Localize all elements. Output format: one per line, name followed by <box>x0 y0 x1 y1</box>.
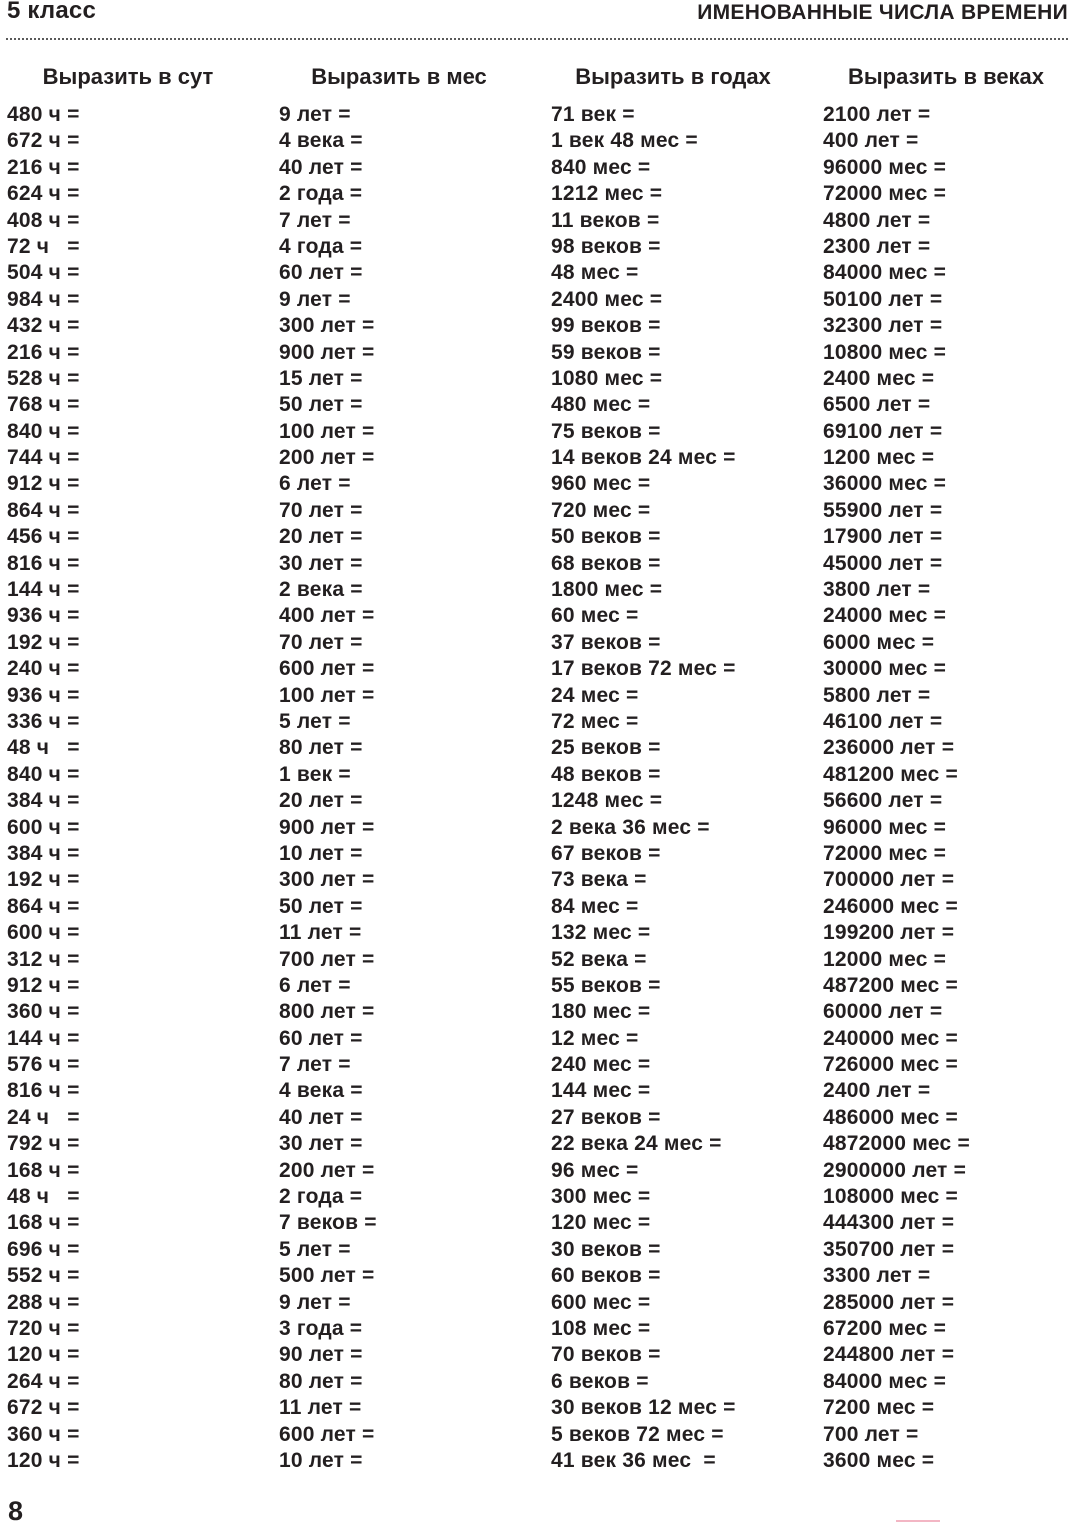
exercise-item: 3 года = <box>279 1316 363 1340</box>
exercise-item: 2100 лет = <box>823 103 931 126</box>
exercise-item: 80 лет = <box>279 736 363 760</box>
exercise-item: 24000 мес = <box>823 604 947 628</box>
page-number: 8 <box>8 1496 24 1526</box>
header-divider <box>6 38 1068 40</box>
exercise-item: 744 ч = <box>7 446 80 470</box>
exercise-item: 444300 лет = <box>823 1211 955 1235</box>
exercise-item: 300 лет = <box>279 868 375 892</box>
exercise-item: 432 ч = <box>7 314 80 338</box>
exercise-item: 6500 лет = <box>823 393 931 417</box>
exercise-list <box>823 102 1071 1474</box>
exercise-item: 68 веков = <box>551 551 661 575</box>
exercise-item: 600 ч = <box>7 815 80 839</box>
exercise-item: 67200 мес = <box>823 1316 947 1340</box>
exercise-item: 2300 лет = <box>823 234 931 258</box>
exercise-item: 984 ч = <box>7 287 80 311</box>
exercise-item: 400 лет = <box>823 129 919 153</box>
exercise-item: 1 век 48 мес = <box>551 129 698 153</box>
exercise-list <box>7 102 279 1474</box>
exercise-item: 936 ч = <box>7 604 80 628</box>
exercise-item: 240000 мес = <box>823 1026 959 1050</box>
exercise-list <box>279 102 551 1474</box>
exercise-item: 10800 мес = <box>823 340 947 364</box>
exercise-item: 726000 мес = <box>823 1053 959 1077</box>
exercise-item: 720 ч = <box>7 1316 80 1340</box>
exercise-item: 300 лет = <box>279 314 375 338</box>
exercise-item: 60 мес = <box>551 604 639 628</box>
exercise-item: 672 ч = <box>7 129 80 153</box>
exercise-item: 98 веков = <box>551 234 661 258</box>
exercise-item: 864 ч = <box>7 498 80 522</box>
exercise-item: 9 лет = <box>279 287 351 311</box>
exercise-item: 60000 лет = <box>823 1000 943 1024</box>
exercise-item: 200 лет = <box>279 1158 375 1182</box>
exercise-item: 216 ч = <box>7 155 80 179</box>
exercise-item: 50 веков = <box>551 525 661 549</box>
exercise-item: 672 ч = <box>7 1396 80 1420</box>
exercise-item: 936 ч = <box>7 683 80 707</box>
exercise-item: 48 веков = <box>551 762 661 786</box>
exercise-item: 5 лет = <box>279 1237 351 1261</box>
exercise-item: 55 веков = <box>551 973 661 997</box>
exercise-item: 25 веков = <box>551 736 661 760</box>
exercise-item: 288 ч = <box>7 1290 80 1314</box>
exercise-item: 236000 лет = <box>823 736 955 760</box>
exercise-item: 84000 мес = <box>823 261 947 285</box>
exercise-item: 1248 мес = <box>551 789 663 813</box>
exercise-item: 3800 лет = <box>823 578 931 602</box>
exercise-item: 900 лет = <box>279 340 375 364</box>
exercise-item: 7 лет = <box>279 1053 351 1077</box>
exercise-item: 48 ч = <box>7 1185 80 1209</box>
exercise-item: 4 века = <box>279 1079 363 1103</box>
exercise-item: 800 лет = <box>279 1000 375 1024</box>
exercise-item: 480 мес = <box>551 393 651 417</box>
exercise-item: 60 лет = <box>279 261 363 285</box>
exercise-item: 15 лет = <box>279 366 363 390</box>
exercise-item: 528 ч = <box>7 366 80 390</box>
exercise-item: 700 лет = <box>279 947 375 971</box>
exercise-item: 80 лет = <box>279 1369 363 1393</box>
column-title: Выразить в веках <box>847 64 1045 89</box>
exercise-item: 9 лет = <box>279 1290 351 1314</box>
exercise-item: 40 лет = <box>279 155 363 179</box>
exercise-item: 1 век = <box>279 762 351 786</box>
exercise-list <box>551 102 823 1474</box>
exercise-item: 10 лет = <box>279 841 363 865</box>
exercise-item: 3600 мес = <box>823 1448 935 1472</box>
exercise-item: 30000 мес = <box>823 657 947 681</box>
exercise-item: 400 лет = <box>279 604 375 628</box>
exercise-item: 9 лет = <box>279 103 351 126</box>
exercise-item: 624 ч = <box>7 182 80 206</box>
exercise-item: 30 лет = <box>279 551 363 575</box>
exercise-item: 168 ч = <box>7 1158 80 1182</box>
exercise-item: 6 веков = <box>551 1369 649 1393</box>
exercise-item: 67 веков = <box>551 841 661 865</box>
exercise-item: 6 лет = <box>279 472 351 496</box>
exercise-item: 700000 лет = <box>823 868 955 892</box>
exercise-item: 5 веков 72 мес = <box>551 1422 724 1446</box>
exercise-item: 487200 мес = <box>823 973 959 997</box>
exercise-item: 600 лет = <box>279 657 375 681</box>
exercise-item: 132 мес = <box>551 921 651 945</box>
exercise-item: 11 веков = <box>551 208 660 232</box>
exercise-item: 96000 мес = <box>823 815 947 839</box>
exercise-item: 168 ч = <box>7 1211 80 1235</box>
exercise-item: 456 ч = <box>7 525 80 549</box>
exercise-item: 552 ч = <box>7 1264 80 1288</box>
exercise-item: 840 мес = <box>551 155 651 179</box>
exercise-item: 46100 лет = <box>823 709 943 733</box>
exercise-item: 216 ч = <box>7 340 80 364</box>
exercise-item: 4 года = <box>279 234 363 258</box>
exercise-item: 30 лет = <box>279 1132 363 1156</box>
exercise-item: 69100 лет = <box>823 419 943 443</box>
exercise-item: 960 мес = <box>551 472 651 496</box>
exercise-item: 180 мес = <box>551 1000 651 1024</box>
exercise-item: 864 ч = <box>7 894 80 918</box>
exercise-item: 2 века 36 мес = <box>551 815 710 839</box>
exercise-item: 100 лет = <box>279 683 375 707</box>
exercise-item: 912 ч = <box>7 472 80 496</box>
exercise-item: 576 ч = <box>7 1053 80 1077</box>
exercise-item: 17900 лет = <box>823 525 943 549</box>
exercise-item: 246000 мес = <box>823 894 959 918</box>
exercise-item: 2 года = <box>279 182 363 206</box>
exercise-item: 27 веков = <box>551 1105 661 1129</box>
exercise-item: 6000 мес = <box>823 630 935 654</box>
exercise-item: 5800 лет = <box>823 683 931 707</box>
exercise-item: 360 ч = <box>7 1422 80 1446</box>
topic-title: ИМЕНОВАННЫЕ ЧИСЛА ВРЕМЕНИ <box>697 1 1068 24</box>
exercise-item: 96 мес = <box>551 1158 639 1182</box>
exercise-item: 816 ч = <box>7 1079 80 1103</box>
exercise-item: 70 лет = <box>279 498 363 522</box>
exercise-item: 336 ч = <box>7 709 80 733</box>
exercise-item: 71 век = <box>551 103 635 126</box>
exercise-item: 5 лет = <box>279 709 351 733</box>
exercise-item: 1800 мес = <box>551 578 663 602</box>
exercise-item: 52 века = <box>551 947 647 971</box>
exercise-item: 36000 мес = <box>823 472 947 496</box>
exercise-item: 6 лет = <box>279 973 351 997</box>
exercise-item: 59 веков = <box>551 340 661 364</box>
exercise-item: 600 лет = <box>279 1422 375 1446</box>
column-months <box>279 62 551 1474</box>
exercise-item: 2400 мес = <box>823 366 935 390</box>
exercise-item: 10 лет = <box>279 1448 363 1472</box>
exercise-item: 50 лет = <box>279 894 363 918</box>
exercise-item: 486000 мес = <box>823 1105 959 1129</box>
exercise-item: 7 лет = <box>279 208 351 232</box>
exercise-item: 840 ч = <box>7 762 80 786</box>
exercise-item: 912 ч = <box>7 973 80 997</box>
exercise-item: 144 ч = <box>7 578 80 602</box>
exercise-item: 90 лет = <box>279 1343 363 1367</box>
exercise-item: 30 веков 12 мес = <box>551 1396 736 1420</box>
exercise-item: 200 лет = <box>279 446 375 470</box>
exercise-item: 30 веков = <box>551 1237 661 1261</box>
exercise-item: 72 ч = <box>7 234 80 258</box>
exercise-item: 20 лет = <box>279 525 363 549</box>
exercise-item: 2 года = <box>279 1185 363 1209</box>
exercise-item: 481200 мес = <box>823 762 959 786</box>
column-title: Выразить в сут <box>42 64 214 89</box>
column-years <box>551 62 823 1474</box>
exercise-item: 12 мес = <box>551 1026 639 1050</box>
exercise-item: 1200 мес = <box>823 446 935 470</box>
exercise-item: 56600 лет = <box>823 789 943 813</box>
exercise-item: 264 ч = <box>7 1369 80 1393</box>
exercise-item: 192 ч = <box>7 630 80 654</box>
exercise-item: 55900 лет = <box>823 498 943 522</box>
column-days <box>7 62 279 1474</box>
exercise-item: 37 веков = <box>551 630 661 654</box>
exercise-item: 720 мес = <box>551 498 651 522</box>
exercise-item: 84000 мес = <box>823 1369 947 1393</box>
exercise-item: 24 ч = <box>7 1105 80 1129</box>
exercise-item: 2 века = <box>279 578 363 602</box>
exercise-item: 72 мес = <box>551 709 639 733</box>
exercise-item: 2400 лет = <box>823 1079 931 1103</box>
exercise-item: 96000 мес = <box>823 155 947 179</box>
exercise-item: 7200 мес = <box>823 1396 935 1420</box>
exercise-item: 500 лет = <box>279 1264 375 1288</box>
exercise-item: 696 ч = <box>7 1237 80 1261</box>
exercise-item: 12000 мес = <box>823 947 947 971</box>
exercise-item: 600 ч = <box>7 921 80 945</box>
exercise-item: 1212 мес = <box>551 182 663 206</box>
exercise-item: 240 ч = <box>7 657 80 681</box>
exercise-item: 192 ч = <box>7 868 80 892</box>
exercise-item: 816 ч = <box>7 551 80 575</box>
exercise-item: 350700 лет = <box>823 1237 955 1261</box>
exercise-item: 504 ч = <box>7 261 80 285</box>
exercise-item: 2400 мес = <box>551 287 663 311</box>
exercise-item: 900 лет = <box>279 815 375 839</box>
grade-label: 5 класс <box>7 0 97 24</box>
exercise-item: 792 ч = <box>7 1132 80 1156</box>
exercise-item: 11 лет = <box>279 1396 362 1420</box>
column-title: Выразить в мес <box>311 64 487 89</box>
exercise-item: 4 века = <box>279 129 363 153</box>
exercise-item: 73 века = <box>551 868 647 892</box>
column-title: Выразить в годах <box>575 64 771 89</box>
exercise-item: 244800 лет = <box>823 1343 955 1367</box>
exercise-item: 4872000 мес = <box>823 1132 970 1156</box>
exercise-item: 120 ч = <box>7 1448 80 1472</box>
exercise-item: 45000 лет = <box>823 551 943 575</box>
exercise-item: 99 веков = <box>551 314 661 338</box>
exercise-item: 108 мес = <box>551 1316 651 1340</box>
exercise-item: 60 веков = <box>551 1264 661 1288</box>
exercise-item: 600 мес = <box>551 1290 651 1314</box>
exercise-item: 240 мес = <box>551 1053 651 1077</box>
exercise-item: 480 ч = <box>7 103 80 126</box>
exercise-item: 285000 лет = <box>823 1290 955 1314</box>
exercise-item: 384 ч = <box>7 789 80 813</box>
exercise-item: 144 мес = <box>551 1079 651 1103</box>
decorative-mark <box>896 1520 940 1522</box>
exercise-item: 199200 лет = <box>823 921 955 945</box>
exercise-item: 3300 лет = <box>823 1264 931 1288</box>
exercise-item: 120 мес = <box>551 1211 651 1235</box>
exercise-item: 40 лет = <box>279 1105 363 1129</box>
exercise-item: 22 века 24 мес = <box>551 1132 722 1156</box>
exercise-item: 108000 мес = <box>823 1185 959 1209</box>
exercise-item: 50 лет = <box>279 393 363 417</box>
exercise-item: 768 ч = <box>7 393 80 417</box>
exercise-item: 50100 лет = <box>823 287 943 311</box>
exercise-item: 840 ч = <box>7 419 80 443</box>
exercise-item: 4800 лет = <box>823 208 931 232</box>
exercise-item: 408 ч = <box>7 208 80 232</box>
exercise-item: 70 лет = <box>279 630 363 654</box>
exercise-item: 17 веков 72 мес = <box>551 657 736 681</box>
exercise-item: 70 веков = <box>551 1343 661 1367</box>
exercise-item: 384 ч = <box>7 841 80 865</box>
exercise-item: 300 мес = <box>551 1185 651 1209</box>
exercise-item: 11 лет = <box>279 921 362 945</box>
exercise-item: 700 лет = <box>823 1422 919 1446</box>
exercise-item: 2900000 лет = <box>823 1158 967 1182</box>
exercise-item: 20 лет = <box>279 789 363 813</box>
exercise-item: 24 мес = <box>551 683 639 707</box>
exercise-item: 60 лет = <box>279 1026 363 1050</box>
exercise-item: 84 мес = <box>551 894 639 918</box>
exercise-item: 1080 мес = <box>551 366 663 390</box>
exercise-item: 48 ч = <box>7 736 80 760</box>
exercise-item: 144 ч = <box>7 1026 80 1050</box>
column-centuries <box>823 62 1071 1474</box>
exercise-item: 72000 мес = <box>823 841 947 865</box>
exercise-item: 48 мес = <box>551 261 639 285</box>
exercise-item: 312 ч = <box>7 947 80 971</box>
exercise-item: 120 ч = <box>7 1343 80 1367</box>
exercise-item: 32300 лет = <box>823 314 943 338</box>
exercise-item: 100 лет = <box>279 419 375 443</box>
exercise-item: 14 веков 24 мес = <box>551 446 736 470</box>
exercise-item: 360 ч = <box>7 1000 80 1024</box>
exercise-item: 41 век 36 мес = <box>551 1448 716 1472</box>
exercise-item: 72000 мес = <box>823 182 947 206</box>
exercise-item: 75 веков = <box>551 419 661 443</box>
exercise-item: 7 веков = <box>279 1211 377 1235</box>
